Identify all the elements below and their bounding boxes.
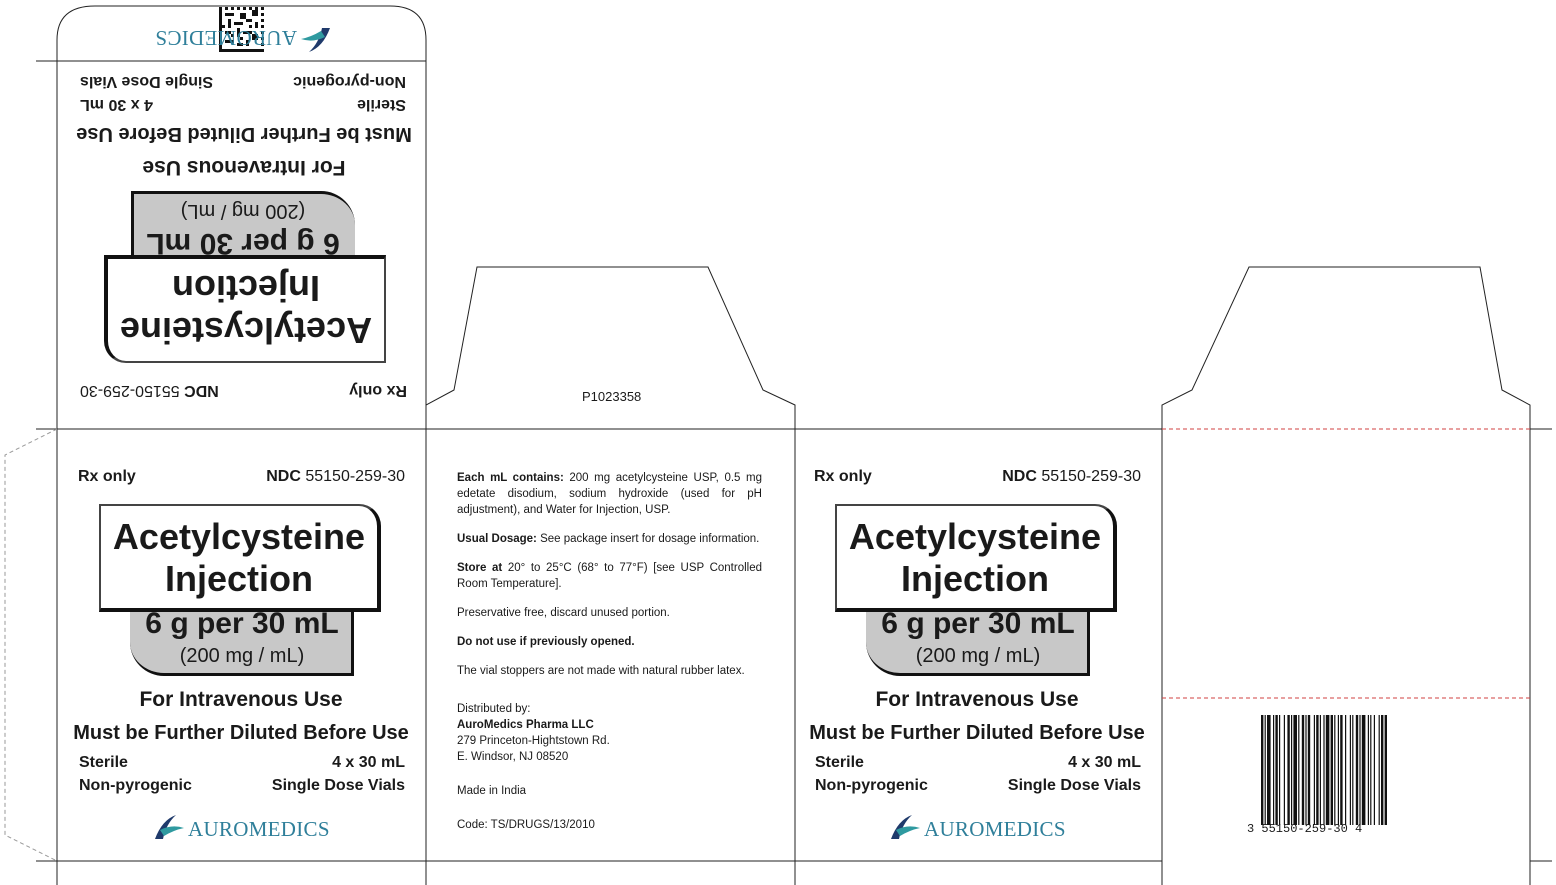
vial-count: 4 x 30 mL (80, 96, 153, 113)
route-text: For Intravenous Use (142, 156, 346, 179)
auromedics-mark-icon (299, 25, 333, 55)
barcode-bar (1350, 715, 1351, 825)
vial-count: 4 x 30 mL (1068, 754, 1141, 771)
barcode-bar (1279, 715, 1280, 825)
barcode-bar (1291, 715, 1292, 825)
ndc-number: NDC 55150-259-30 (1002, 468, 1141, 485)
brand-name: AUROMEDICS (924, 817, 1066, 841)
pyrogen-label: Non-pyrogenic (79, 777, 192, 794)
pyrogen-label: Non-pyrogenic (293, 73, 406, 90)
strength-text: 6 g per 30 mL (145, 607, 339, 640)
barcode-bar (1316, 715, 1318, 825)
barcode-bar (1379, 715, 1380, 825)
auromedics-mark-icon (152, 812, 186, 842)
dilution-warning: Must be Further Diluted Before Use (76, 123, 412, 145)
barcode-bar (1374, 715, 1375, 825)
barcode-bar (1265, 715, 1266, 825)
barcode-bar (1362, 715, 1366, 825)
brand-name: AUROMEDICS (155, 26, 297, 50)
barcode-bar (1334, 715, 1335, 825)
product-name-line2: Injection (172, 268, 321, 309)
rx-only-label: Rx only (78, 468, 136, 485)
concentration-text: (200 mg / mL) (180, 200, 306, 222)
sterile-label: Sterile (357, 96, 406, 113)
barcode-bar (1352, 715, 1353, 825)
barcode-bar (1298, 715, 1299, 825)
vial-count: 4 x 30 mL (332, 754, 405, 771)
auromedics-mark-icon (888, 812, 922, 842)
origin-text: Made in India (457, 785, 527, 797)
route-text: For Intravenous Use (139, 688, 343, 711)
barcode-bar (1385, 715, 1387, 825)
concentration-text: (200 mg / mL) (915, 645, 1041, 667)
barcode-number: 3 55150-259-30 4 (1247, 822, 1363, 836)
barcode-bar (1302, 715, 1304, 825)
barcode-bar (1261, 715, 1263, 825)
strength-text: 6 g per 30 mL (146, 227, 340, 260)
pyrogen-label: Non-pyrogenic (815, 777, 928, 794)
vial-type: Single Dose Vials (271, 777, 405, 794)
barcode-bar (1308, 715, 1310, 825)
barcode-bar (1370, 715, 1371, 825)
dosage-paragraph: Usual Dosage: See package insert for dosage information. (457, 533, 760, 545)
do-not-use-text: Do not use if previously opened. (457, 636, 635, 648)
barcode-bar (1323, 715, 1324, 825)
barcode-bar (1340, 715, 1342, 825)
contains-paragraph: Each mL contains: 200 mg acetylcysteine USP, 0.5 mg edetate disodium, sodium hydroxide (used for pH adjustment), and Water for Injection, USP. (457, 472, 762, 516)
barcode-bar (1331, 715, 1333, 825)
barcode-bar (1267, 715, 1271, 825)
barcode-bar (1320, 715, 1321, 825)
barcode-bar (1359, 715, 1360, 825)
brand-name: AUROMEDICS (188, 817, 330, 841)
rx-only-label: Rx only (814, 468, 872, 485)
sterile-label: Sterile (815, 754, 864, 771)
barcode-bar (1356, 715, 1358, 825)
auromedics-logo (152, 812, 332, 844)
barcode-bar (1287, 715, 1289, 825)
upc-barcode (1257, 715, 1437, 825)
top-flap-panel (60, 0, 428, 437)
product-name-line1: Acetylcysteine (119, 310, 373, 351)
barcode-bar (1314, 715, 1315, 825)
ndc-number: NDC 55150-259-30 (80, 382, 219, 399)
barcode-bar (1338, 715, 1339, 825)
barcode-bar (1284, 715, 1285, 825)
strength-text: 6 g per 30 mL (881, 607, 1075, 640)
barcode-bar (1305, 715, 1306, 825)
barcode-bar (1273, 715, 1274, 825)
rx-only-label: Rx only (349, 382, 407, 399)
barcode-bar (1293, 715, 1297, 825)
auromedics-logo (888, 812, 1068, 844)
latex-text: The vial stoppers are not made with natural rubber latex. (457, 665, 745, 677)
product-name-line2: Injection (900, 558, 1049, 599)
side-info-panel (457, 470, 762, 846)
preservative-text: Preservative free, discard unused portion. (457, 607, 670, 619)
vial-type: Single Dose Vials (1007, 777, 1141, 794)
barcode-bar (1381, 715, 1383, 825)
front-panel-left (57, 430, 425, 885)
sterile-label: Sterile (79, 754, 128, 771)
dilution-warning: Must be Further Diluted Before Use (73, 722, 409, 744)
barcode-bar (1275, 715, 1277, 825)
product-code: P1023358 (582, 389, 642, 404)
dilution-warning: Must be Further Diluted Before Use (809, 722, 1145, 744)
license-code: Code: TS/DRUGS/13/2010 (457, 819, 595, 831)
distributor-block: Distributed by: AuroMedics Pharma LLC 279 Princeton-Hightstown Rd. E. Windsor, NJ 08520 (457, 703, 610, 763)
route-text: For Intravenous Use (875, 688, 1079, 711)
auromedics-logo (153, 23, 333, 55)
storage-paragraph: Store at 20° to 25°C (68° to 77°F) [see USP Controlled Room Temperature]. (457, 562, 762, 590)
product-name-line2: Injection (164, 558, 313, 599)
product-name-line1: Acetylcysteine (112, 516, 366, 557)
product-name-line1: Acetylcysteine (848, 516, 1102, 557)
front-panel-right (793, 430, 1161, 885)
barcode-bar (1345, 715, 1346, 825)
barcode-bar (1326, 715, 1330, 825)
vial-type: Single Dose Vials (80, 73, 214, 90)
barcode-bar (1368, 715, 1369, 825)
ndc-number: NDC 55150-259-30 (266, 468, 405, 485)
concentration-text: (200 mg / mL) (179, 645, 305, 667)
